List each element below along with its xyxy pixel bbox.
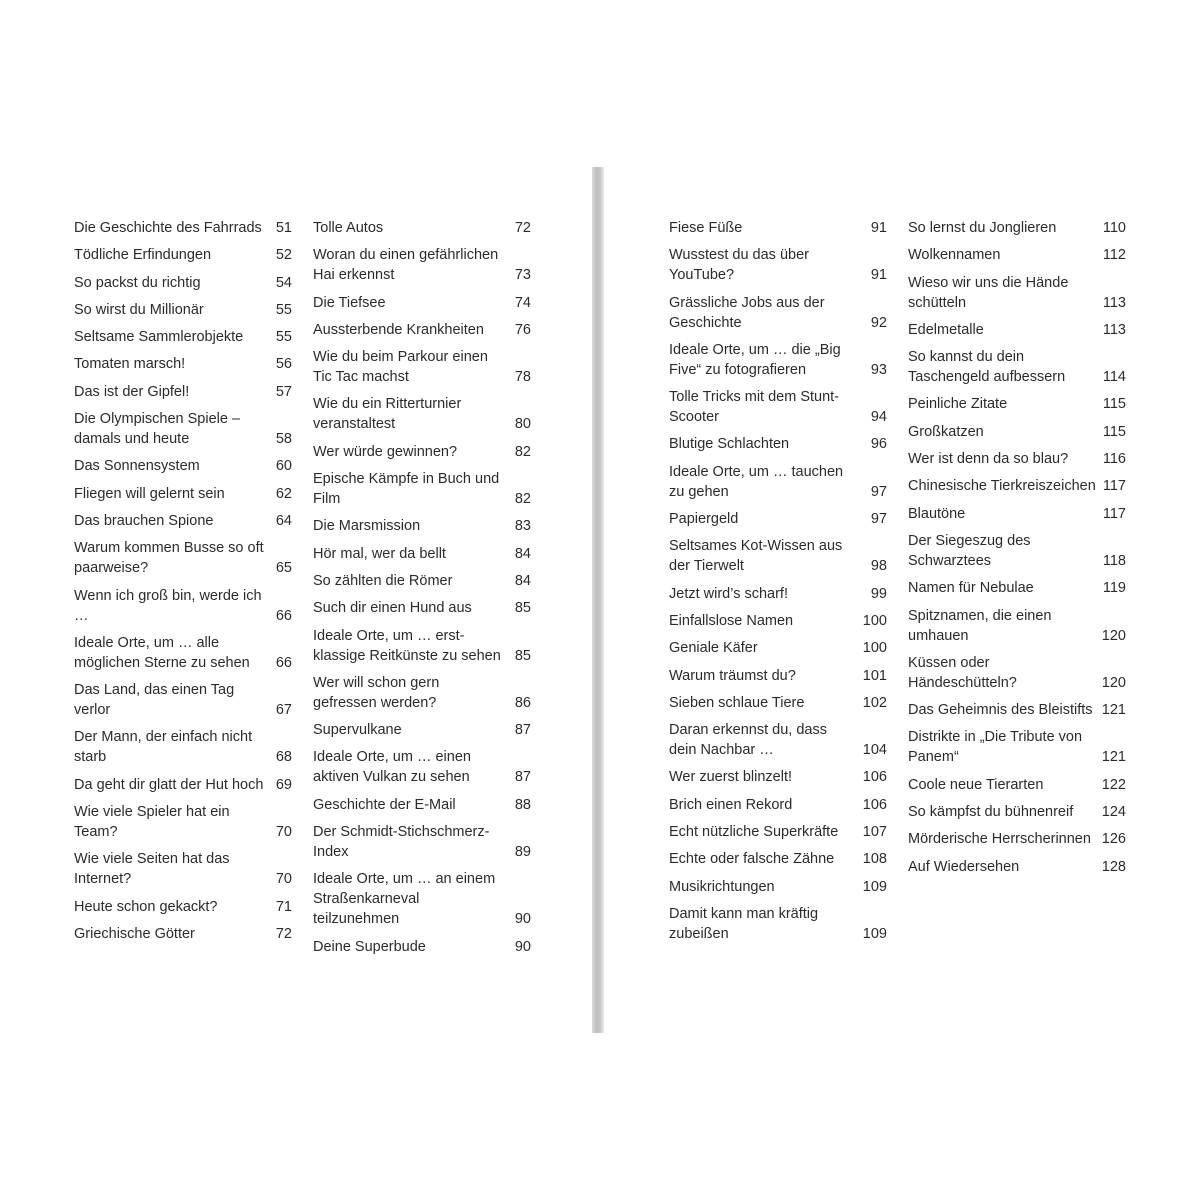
- toc-entry-page: 84: [514, 545, 531, 562]
- toc-entry: [669, 767, 887, 787]
- toc-entry-title: Die Tiefsee: [313, 294, 386, 311]
- toc-entry: [313, 394, 531, 434]
- toc-entry: [74, 218, 292, 238]
- toc-entry-title: Wer zuerst blinzelt!: [669, 769, 793, 786]
- toc-entry-page: 93: [870, 361, 887, 378]
- toc-entry: [908, 857, 1126, 877]
- toc-entry: [908, 531, 1126, 571]
- toc-entry-page: 102: [862, 694, 887, 711]
- toc-entry-page: 98: [870, 558, 887, 575]
- toc-entry-title: Woran du einen gefährlichen Hai erkennst: [313, 247, 499, 284]
- toc-entry-title: Wer will schon gern gefressen werden?: [313, 674, 440, 711]
- toc-entry-page: 64: [275, 512, 292, 529]
- toc-entry-title: Chinesische Tierkreiszeichen: [908, 478, 1096, 495]
- toc-entry: [908, 829, 1126, 849]
- toc-entry: [74, 897, 292, 917]
- toc-entry-title: Großkatzen: [908, 423, 984, 440]
- toc-entry-title: Wie viele Spieler hat ein Team?: [74, 804, 230, 841]
- toc-entry-title: Daran erkennst du, dass dein Nachbar …: [669, 722, 827, 759]
- toc-entry: [313, 571, 531, 591]
- toc-entry-title: Tödliche Erfindungen: [74, 247, 212, 264]
- toc-entry-title: Ideale Orte, um … an einem Straßenkarneval teilzunehmen: [313, 871, 496, 928]
- toc-entry: [669, 509, 887, 529]
- toc-entry: [313, 293, 531, 313]
- toc-entry-page: 78: [514, 369, 531, 386]
- toc-entry: [313, 720, 531, 740]
- toc-entry-title: Griechische Götter: [74, 925, 195, 942]
- toc-entry-page: 57: [275, 383, 292, 400]
- toc-entry-title: Wieso wir uns die Hände schütteln: [908, 274, 1069, 311]
- toc-entry-title: Ideale Orte, um … alle möglichen Sterne zu sehen: [74, 634, 250, 671]
- toc-entry: [669, 795, 887, 815]
- toc-entry-title: Hör mal, wer da bellt: [313, 545, 446, 562]
- toc-entry: [908, 320, 1126, 340]
- toc-entry-title: Wer ist denn da so blau?: [908, 451, 1069, 468]
- toc-entry: [74, 802, 292, 842]
- toc-entry: [74, 354, 292, 374]
- toc-entry-title: Seltsame Sammlerobjekte: [74, 329, 244, 346]
- toc-entry-title: Ideale Orte, um … erst-klassige Reitkünste zu sehen: [313, 627, 501, 664]
- toc-entry: [908, 504, 1126, 524]
- toc-entry: [669, 638, 887, 658]
- toc-entry-page: 83: [514, 518, 531, 535]
- toc-entry-title: Die Geschichte des Fahrrads: [74, 220, 262, 236]
- toc-entry-page: 55: [275, 301, 292, 318]
- toc-entry: [74, 327, 292, 347]
- toc-entry-page: 82: [514, 491, 531, 508]
- toc-entry-page: 97: [870, 483, 887, 500]
- toc-entry: [908, 245, 1126, 265]
- toc-entry-page: 84: [514, 572, 531, 589]
- toc-entry: [908, 347, 1126, 387]
- toc-column-1: [74, 218, 292, 951]
- toc-entry: [669, 693, 887, 713]
- toc-entry-title: Der Mann, der einfach nicht starb: [74, 729, 253, 766]
- toc-entry: [74, 680, 292, 720]
- toc-entry: [313, 795, 531, 815]
- toc-entry: [74, 727, 292, 767]
- toc-entry-title: Wolkennamen: [908, 247, 1001, 264]
- toc-entry-page: 51: [275, 220, 292, 236]
- toc-entry-page: 100: [862, 612, 887, 629]
- toc-entry: [313, 320, 531, 340]
- toc-entry-title: Küssen oder Händeschütteln?: [908, 654, 1017, 691]
- toc-entry-page: 90: [514, 911, 531, 928]
- toc-entry-page: 109: [862, 925, 887, 942]
- toc-entry-title: Spitznamen, die einen umhauen: [908, 607, 1052, 644]
- toc-entry-title: Ideale Orte, um … einen aktiven Vulkan zu sehen: [313, 749, 471, 786]
- toc-entry-page: 110: [1102, 220, 1126, 236]
- toc-entry-page: 91: [870, 220, 887, 236]
- toc-entry: [74, 849, 292, 889]
- toc-entry-title: Wie viele Seiten hat das Internet?: [74, 851, 230, 888]
- toc-entry-title: Deine Superbude: [313, 938, 426, 955]
- toc-entry-page: 68: [275, 749, 292, 766]
- toc-entry: [74, 775, 292, 795]
- toc-entry-page: 112: [1102, 247, 1126, 264]
- toc-entry-page: 85: [514, 600, 531, 617]
- toc-entry-page: 91: [870, 267, 887, 284]
- toc-entry-title: Musikrichtungen: [669, 878, 775, 895]
- toc-entry: [669, 720, 887, 760]
- toc-entry-title: So packst du richtig: [74, 274, 201, 291]
- toc-entry-title: Wusstest du das über YouTube?: [669, 247, 809, 284]
- toc-column-2: [313, 218, 531, 964]
- toc-entry-title: So kannst du dein Taschengeld aufbessern: [908, 349, 1066, 386]
- toc-entry-title: Brich einen Rekord: [669, 796, 793, 813]
- toc-entry: [669, 536, 887, 576]
- toc-entry-title: So lernst du Jonglieren: [908, 220, 1057, 236]
- toc-entry: [908, 394, 1126, 414]
- toc-entry: [669, 245, 887, 285]
- toc-entry-page: 114: [1102, 369, 1126, 386]
- toc-entry: [74, 409, 292, 449]
- toc-entry-page: 70: [275, 871, 292, 888]
- toc-entry-title: Echt nützliche Superkräfte: [669, 824, 839, 841]
- toc-entry-title: Geschichte der E-Mail: [313, 796, 456, 813]
- toc-entry-title: Das brauchen Spione: [74, 512, 214, 529]
- toc-entry: [669, 877, 887, 897]
- toc-entry: [669, 666, 887, 686]
- toc-entry-page: 94: [870, 409, 887, 426]
- toc-entry-page: 74: [514, 294, 531, 311]
- toc-entry: [74, 245, 292, 265]
- toc-entry-page: 86: [514, 694, 531, 711]
- toc-entry: [313, 544, 531, 564]
- toc-entry-page: 54: [275, 274, 292, 291]
- toc-entry-title: Echte oder falsche Zähne: [669, 851, 835, 868]
- toc-entry: [908, 606, 1126, 646]
- toc-entry-title: Das ist der Gipfel!: [74, 383, 190, 400]
- toc-entry-title: Blautöne: [908, 505, 966, 522]
- toc-entry: [908, 273, 1126, 313]
- toc-entry-page: 121: [1101, 749, 1126, 766]
- toc-entry-page: 104: [862, 742, 887, 759]
- toc-column-3: [669, 218, 887, 951]
- toc-entry-page: 106: [862, 796, 887, 813]
- toc-entry-title: Mörderische Herrscherinnen: [908, 831, 1091, 848]
- toc-entry: [669, 462, 887, 502]
- toc-entry: [74, 456, 292, 476]
- toc-entry-page: 72: [275, 925, 292, 942]
- toc-entry: [313, 937, 531, 957]
- toc-entry-title: Tolle Tricks mit dem Stunt-Scooter: [669, 389, 840, 426]
- toc-entry-page: 87: [514, 722, 531, 739]
- toc-entry: [908, 422, 1126, 442]
- toc-entry-page: 109: [862, 878, 887, 895]
- toc-entry-page: 69: [275, 776, 292, 793]
- toc-entry-title: Wie du beim Parkour einen Tic Tac machst: [313, 349, 488, 386]
- toc-entry-page: 60: [275, 458, 292, 475]
- toc-entry-page: 70: [275, 824, 292, 841]
- toc-entry-title: Heute schon gekackt?: [74, 898, 218, 915]
- toc-entry-page: 99: [870, 585, 887, 602]
- toc-entry-title: Seltsames Kot-Wissen aus der Tierwelt: [669, 538, 843, 575]
- toc-entry-title: Tomaten marsch!: [74, 356, 186, 373]
- toc-entry-page: 119: [1102, 580, 1126, 597]
- toc-entry-page: 67: [275, 702, 292, 719]
- toc-entry-page: 121: [1101, 702, 1126, 719]
- toc-entry-title: Einfallslose Namen: [669, 612, 794, 629]
- toc-entry-title: Das Sonnensystem: [74, 458, 200, 475]
- toc-entry: [669, 822, 887, 842]
- toc-entry-page: 113: [1102, 294, 1126, 311]
- toc-entry: [74, 538, 292, 578]
- toc-entry-title: Papiergeld: [669, 511, 739, 528]
- toc-entry-title: Blutige Schlachten: [669, 436, 790, 453]
- toc-entry-title: Aussterbende Krankheiten: [313, 321, 484, 338]
- toc-entry-title: Ideale Orte, um … tauchen zu gehen: [669, 463, 844, 500]
- toc-entry-page: 117: [1102, 505, 1126, 522]
- toc-entry: [313, 598, 531, 618]
- toc-entry: [313, 516, 531, 536]
- toc-entry-page: 65: [275, 560, 292, 577]
- toc-entry-page: 120: [1101, 674, 1126, 691]
- toc-entry: [74, 273, 292, 293]
- toc-entry: [908, 449, 1126, 469]
- toc-entry-title: Jetzt wird’s scharf!: [669, 585, 788, 602]
- toc-entry-page: 72: [514, 220, 531, 236]
- toc-entry-page: 66: [275, 607, 292, 624]
- toc-entry-title: Die Olympischen Spiele – damals und heute: [74, 411, 241, 448]
- toc-entry: [669, 218, 887, 238]
- toc-entry-title: Sieben schlaue Tiere: [669, 694, 805, 711]
- toc-entry-title: So zählten die Römer: [313, 572, 453, 589]
- toc-entry: [669, 387, 887, 427]
- toc-entry-title: So kämpfst du bühnenreif: [908, 804, 1074, 821]
- toc-entry-title: Die Marsmission: [313, 518, 421, 535]
- toc-entry: [74, 511, 292, 531]
- toc-entry: [74, 382, 292, 402]
- toc-entry: [908, 802, 1126, 822]
- toc-entry-title: Supervulkane: [313, 722, 402, 739]
- toc-entry-title: Der Siegeszug des Schwarztees: [908, 532, 1031, 569]
- toc-entry: [908, 218, 1126, 238]
- toc-entry-title: Warum träumst du?: [669, 667, 796, 684]
- toc-entry: [313, 747, 531, 787]
- toc-entry-page: 116: [1102, 451, 1126, 468]
- toc-entry-page: 89: [514, 844, 531, 861]
- toc-entry-page: 88: [514, 796, 531, 813]
- toc-entry-title: Ideale Orte, um … die „Big Five“ zu fotografieren: [669, 341, 841, 378]
- toc-entry: [313, 245, 531, 285]
- toc-entry: [313, 442, 531, 462]
- toc-entry-page: 56: [275, 356, 292, 373]
- toc-entry-page: 85: [514, 647, 531, 664]
- toc-entry-title: Wie du ein Ritterturnier veranstaltest: [313, 396, 462, 433]
- toc-entry: [669, 340, 887, 380]
- toc-entry-page: 106: [862, 769, 887, 786]
- toc-entry: [313, 822, 531, 862]
- toc-entry: [74, 633, 292, 673]
- toc-entry: [313, 869, 531, 929]
- toc-entry: [313, 626, 531, 666]
- toc-entry: [908, 476, 1126, 496]
- toc-entry-title: Distrikte in „Die Tribute von Panem“: [908, 729, 1083, 766]
- toc-entry-title: Auf Wiedersehen: [908, 858, 1020, 875]
- toc-entry-page: 80: [514, 416, 531, 433]
- toc-entry-title: Warum kommen Busse so oft paarweise?: [74, 540, 264, 577]
- toc-entry-title: Coole neue Tierarten: [908, 776, 1044, 793]
- toc-entry-title: Damit kann man kräftig zubeißen: [669, 905, 819, 942]
- toc-entry-page: 107: [862, 824, 887, 841]
- toc-entry-title: Das Land, das einen Tag verlor: [74, 682, 235, 719]
- toc-entry-page: 97: [870, 511, 887, 528]
- toc-column-4: [908, 218, 1126, 884]
- toc-entry-page: 115: [1102, 423, 1126, 440]
- toc-entry-page: 128: [1101, 858, 1126, 875]
- toc-entry-page: 76: [514, 321, 531, 338]
- book-spine: [592, 167, 604, 1033]
- toc-entry-page: 66: [275, 654, 292, 671]
- toc-entry: [313, 469, 531, 509]
- toc-entry: [908, 775, 1126, 795]
- toc-entry: [908, 578, 1126, 598]
- toc-entry: [313, 347, 531, 387]
- toc-entry-title: Fiese Füße: [669, 220, 743, 236]
- toc-entry-title: Epische Kämpfe in Buch und Film: [313, 471, 500, 508]
- toc-entry: [908, 700, 1126, 720]
- toc-entry-page: 71: [275, 898, 292, 915]
- toc-entry-title: Such dir einen Hund aus: [313, 600, 472, 617]
- toc-entry-title: Da geht dir glatt der Hut hoch: [74, 776, 264, 793]
- toc-entry-page: 122: [1101, 776, 1126, 793]
- toc-entry: [908, 653, 1126, 693]
- toc-entry-page: 96: [870, 436, 887, 453]
- toc-entry-page: 55: [275, 329, 292, 346]
- toc-entry-title: Grässliche Jobs aus der Geschichte: [669, 294, 825, 331]
- toc-entry-title: Peinliche Zitate: [908, 396, 1008, 413]
- toc-entry-title: Tolle Autos: [313, 220, 384, 236]
- toc-entry-page: 73: [514, 267, 531, 284]
- toc-entry: [74, 300, 292, 320]
- toc-entry: [669, 584, 887, 604]
- toc-entry-page: 108: [862, 851, 887, 868]
- toc-entry: [74, 924, 292, 944]
- toc-entry-page: 62: [275, 485, 292, 502]
- toc-entry: [313, 218, 531, 238]
- toc-entry-page: 118: [1102, 552, 1126, 569]
- toc-entry-page: 117: [1102, 478, 1126, 495]
- toc-entry-title: Der Schmidt-Stichschmerz-Index: [313, 824, 490, 861]
- toc-entry-page: 90: [514, 938, 531, 955]
- toc-entry: [74, 586, 292, 626]
- toc-entry: [669, 293, 887, 333]
- toc-entry-page: 115: [1102, 396, 1126, 413]
- toc-entry-page: 126: [1101, 831, 1126, 848]
- toc-entry-page: 120: [1101, 627, 1126, 644]
- toc-entry-page: 124: [1101, 804, 1126, 821]
- toc-entry-title: Fliegen will gelernt sein: [74, 485, 225, 502]
- toc-entry-page: 58: [275, 431, 292, 448]
- toc-entry: [669, 849, 887, 869]
- toc-entry-page: 52: [275, 247, 292, 264]
- toc-entry-title: Edelmetalle: [908, 321, 984, 338]
- toc-entry: [669, 904, 887, 944]
- toc-entry-title: So wirst du Millionär: [74, 301, 204, 318]
- toc-entry: [669, 434, 887, 454]
- toc-entry-title: Geniale Käfer: [669, 640, 758, 657]
- toc-entry-page: 101: [862, 667, 887, 684]
- toc-entry-title: Das Geheimnis des Bleistifts: [908, 702, 1093, 719]
- toc-entry-title: Wer würde gewinnen?: [313, 443, 458, 460]
- toc-entry-page: 100: [862, 640, 887, 657]
- toc-entry: [313, 673, 531, 713]
- toc-entry-title: Wenn ich groß bin, werde ich …: [74, 587, 262, 624]
- toc-entry: [908, 727, 1126, 767]
- toc-entry-page: 92: [870, 314, 887, 331]
- toc-entry-title: Namen für Nebulae: [908, 580, 1034, 597]
- toc-entry-page: 113: [1102, 321, 1126, 338]
- toc-entry-page: 82: [514, 443, 531, 460]
- toc-entry-page: 87: [514, 769, 531, 786]
- toc-entry: [74, 484, 292, 504]
- toc-entry: [669, 611, 887, 631]
